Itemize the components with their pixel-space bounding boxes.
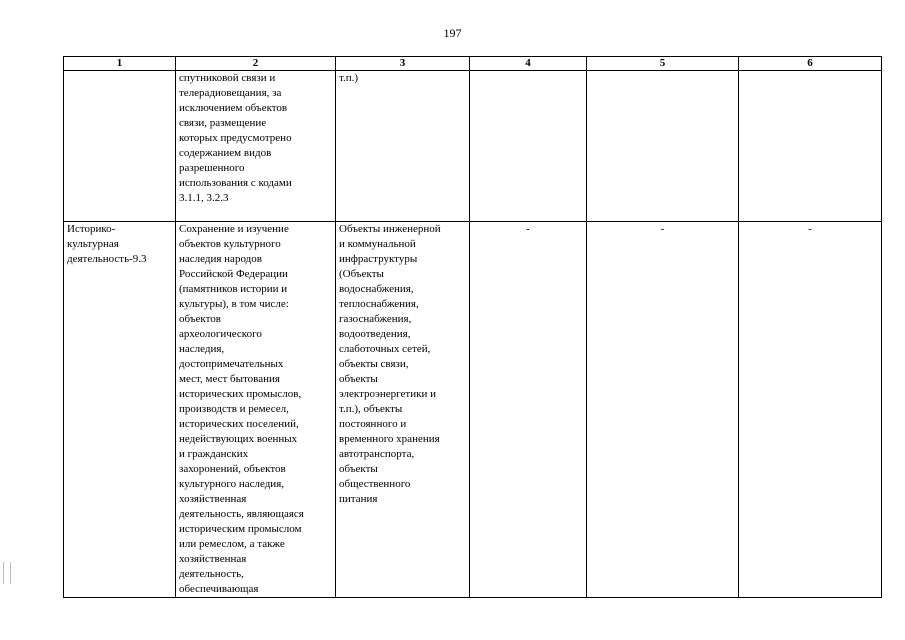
table-cell-col6 [739, 71, 882, 222]
table-cell-col4 [470, 71, 587, 222]
table-row [64, 71, 882, 222]
scan-margin-mark [3, 562, 11, 584]
table-cell-description: спутниковой связи и телерадиовещания, за исключением объектов связи, размещение которых предусмотрено содержанием видов разрешенного использования с кодами 3.1.1, 3.2.3 [176, 71, 336, 222]
table-cell-land-use-name [64, 71, 176, 222]
table-header-row [64, 57, 882, 71]
column-header-4: 4 [470, 57, 587, 71]
table-cell-col5 [587, 71, 739, 222]
column-header-3: 3 [336, 57, 470, 71]
table-row [64, 222, 882, 598]
regulations-table [63, 56, 882, 598]
table-cell-col6: - [739, 222, 882, 598]
column-header-6: 6 [739, 57, 882, 71]
table-cell-permitted-objects: Объекты инженерной и коммунальной инфраструктуры (Объекты водоснабжения, теплоснабжения, газоснабжения, водоотведения, слаботочных сетей, объекты связи, объекты электроэнергетики и т.п.), объекты постоянного и временного хранения автотранспорта, объекты общественного питания [336, 222, 470, 598]
table-cell-permitted-objects: т.п.) [336, 71, 470, 222]
table-cell-land-use-name: Историко- культурная деятельность-9.3 [64, 222, 176, 598]
column-header-1: 1 [64, 57, 176, 71]
table-cell-col5: - [587, 222, 739, 598]
table-cell-col4: - [470, 222, 587, 598]
column-header-2: 2 [176, 57, 336, 71]
table-cell-description: Сохранение и изучение объектов культурного наследия народов Российской Федерации (памятников истории и культуры), в том числе: объектов археологического наследия, достопримечательных мест, мест бытования исторических промыслов, производств и ремесел, исторических поселений, недействующих военных и гражданских захоронений, объектов культурного наследия, хозяйственная деятельность, являющаяся историческим промыслом или ремеслом, а также хозяйственная деятельность, обеспечивающая [176, 222, 336, 598]
column-header-5: 5 [587, 57, 739, 71]
page-number: 197 [443, 26, 462, 40]
